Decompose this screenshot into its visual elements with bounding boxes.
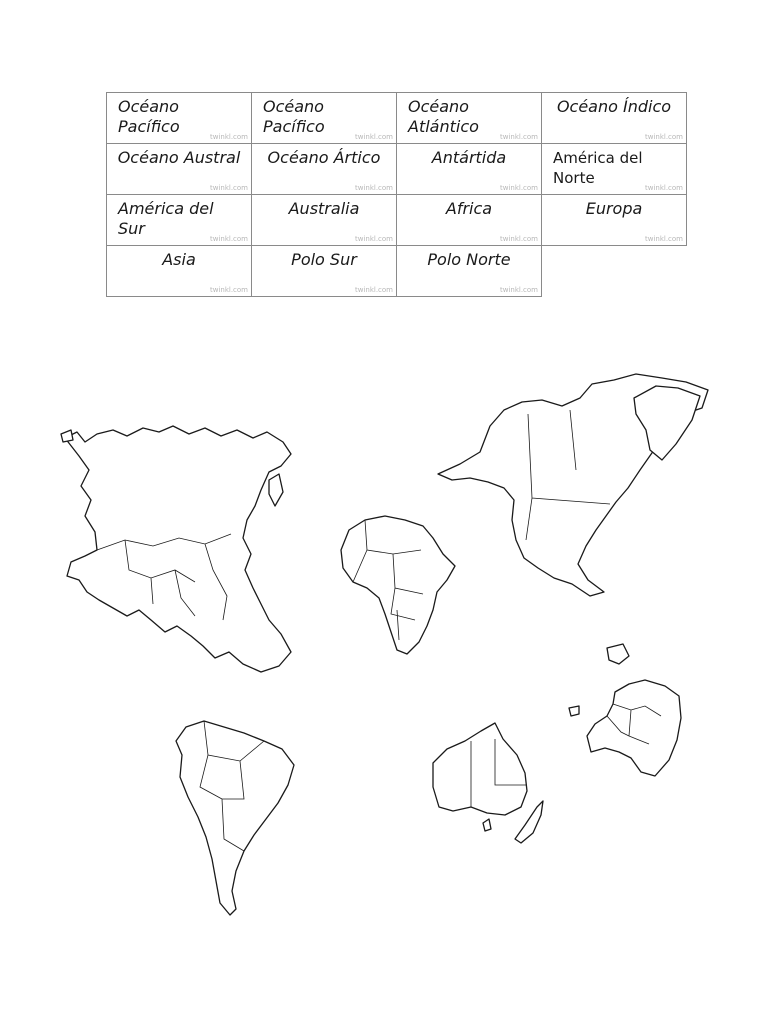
continent-labels-table xyxy=(106,92,687,297)
label-text: Océano Índico xyxy=(556,97,672,116)
label-text: Océano Atlántico xyxy=(408,97,479,136)
watermark: twinkl.com xyxy=(209,184,248,192)
watermark: twinkl.com xyxy=(499,133,538,141)
label-cell xyxy=(252,195,397,246)
label-text: Antártida xyxy=(431,148,507,167)
watermark: twinkl.com xyxy=(354,133,393,141)
label-text: Australia xyxy=(288,199,360,218)
label-text: Polo Sur xyxy=(291,250,357,269)
north-america-map-piece xyxy=(430,370,715,600)
watermark: twinkl.com xyxy=(499,235,538,243)
watermark: twinkl.com xyxy=(644,184,683,192)
label-cell xyxy=(252,144,397,195)
watermark: twinkl.com xyxy=(354,184,393,192)
table-row xyxy=(107,195,687,246)
label-text: Océano Ártico xyxy=(267,148,381,167)
label-cell xyxy=(397,144,542,195)
label-cell xyxy=(107,93,252,144)
label-text: Polo Norte xyxy=(427,250,511,269)
empty-cell xyxy=(542,246,687,297)
label-text: América del Norte xyxy=(553,149,643,187)
label-text: América del Sur xyxy=(118,199,214,238)
asia-map-piece xyxy=(55,420,300,685)
watermark: twinkl.com xyxy=(499,184,538,192)
label-cell xyxy=(542,144,687,195)
label-text: Africa xyxy=(445,199,493,218)
label-text: Océano Pacífico xyxy=(263,97,325,136)
watermark: twinkl.com xyxy=(209,286,248,294)
label-cell xyxy=(107,195,252,246)
label-cell xyxy=(252,246,397,297)
table-row xyxy=(107,93,687,144)
south-america-map-piece xyxy=(160,715,300,920)
label-cell xyxy=(397,246,542,297)
label-cell xyxy=(252,93,397,144)
label-cell xyxy=(542,195,687,246)
australia-map-piece xyxy=(425,715,555,855)
watermark: twinkl.com xyxy=(644,235,683,243)
watermark: twinkl.com xyxy=(644,133,683,141)
table-row xyxy=(107,144,687,195)
watermark: twinkl.com xyxy=(209,133,248,141)
label-text: Europa xyxy=(585,199,643,218)
label-text: Océano Pacífico xyxy=(118,97,180,136)
label-cell xyxy=(107,246,252,297)
label-cell xyxy=(397,195,542,246)
label-cell xyxy=(397,93,542,144)
label-cell xyxy=(542,93,687,144)
label-cell xyxy=(107,144,252,195)
label-text: Asia xyxy=(162,250,196,269)
watermark: twinkl.com xyxy=(354,235,393,243)
table-row xyxy=(107,246,687,297)
watermark: twinkl.com xyxy=(499,286,538,294)
watermark: twinkl.com xyxy=(354,286,393,294)
europe-map-piece xyxy=(565,640,685,785)
watermark: twinkl.com xyxy=(209,235,248,243)
label-text: Océano Austral xyxy=(117,148,241,167)
